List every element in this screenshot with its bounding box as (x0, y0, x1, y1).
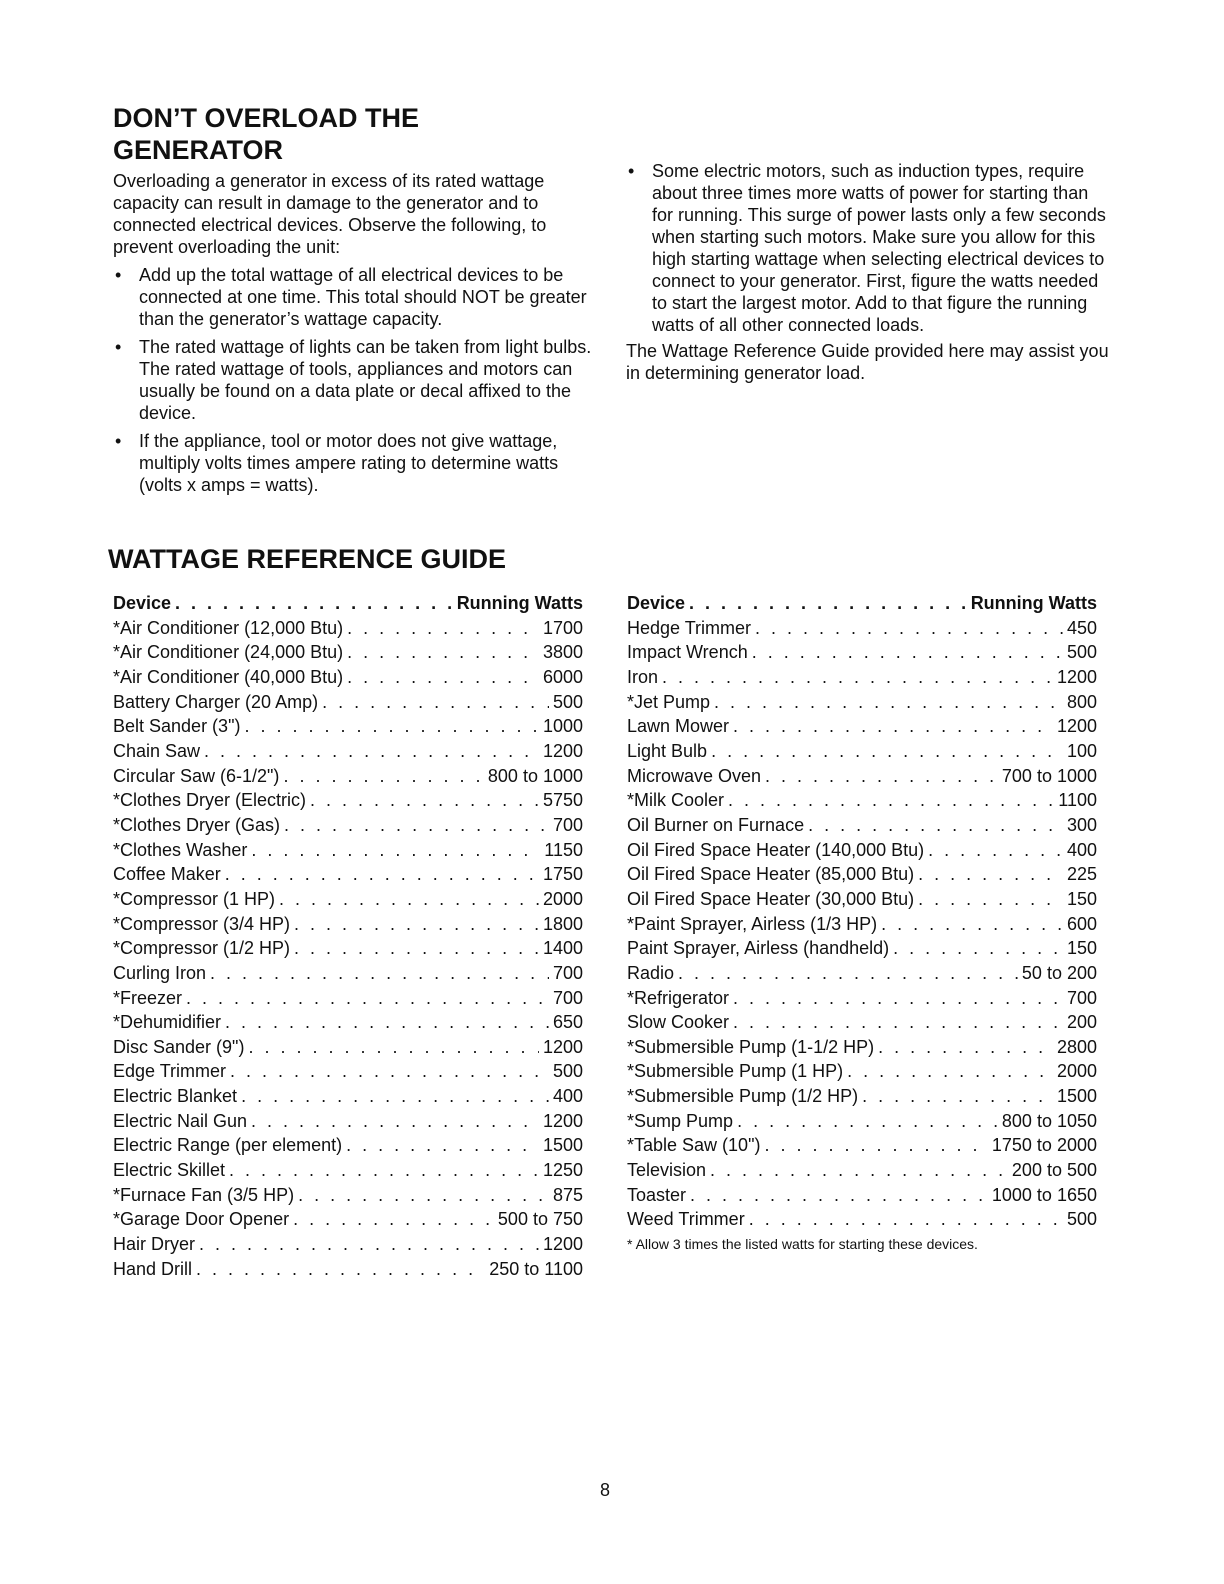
dot-leader (752, 640, 1063, 665)
device-name: Lawn Mower (627, 716, 730, 737)
intro-paragraph: Overloading a generator in excess of its rated wattage capacity can result in damage to the generator and to connected electrical devices. Observe the following, to prevent overloading the unit: (113, 171, 547, 257)
table-row (113, 1133, 583, 1158)
dot-leader (728, 788, 1054, 813)
table-row (627, 788, 1097, 813)
dot-leader (347, 665, 539, 690)
dot-leader (755, 616, 1063, 641)
dot-leader (294, 912, 539, 937)
running-watts: 700 (552, 962, 583, 983)
table-row (627, 862, 1097, 887)
running-watts: 700 (552, 987, 583, 1008)
running-watts: 1700 (542, 617, 583, 638)
title-line-1: DON’T OVERLOAD THE (113, 103, 420, 133)
device-name: *Air Conditioner (12,000 Btu) (113, 617, 344, 638)
dot-leader (298, 1183, 549, 1208)
running-watts: 1100 (1058, 790, 1097, 811)
device-name: Battery Charger (20 Amp) (113, 691, 319, 712)
dot-leader (678, 961, 1018, 986)
dot-leader (230, 1059, 549, 1084)
running-watts: 1500 (1056, 1086, 1097, 1107)
running-watts: 1200 (542, 1234, 583, 1255)
running-watts: 5750 (542, 790, 583, 811)
running-watts: 1800 (542, 913, 583, 934)
table-row (627, 714, 1097, 739)
bullet-text: Add up the total wattage of all electrical devices to be connected at one time. This total should NOT be greater than the generator’s wattage capacity. (139, 265, 587, 329)
running-watts: 800 to 1050 (1001, 1110, 1097, 1131)
device-name: *Submersible Pump (1-1/2 HP) (627, 1036, 875, 1057)
running-watts: 2000 (542, 888, 583, 909)
table-row (627, 961, 1097, 986)
running-watts: 450 (1066, 617, 1097, 638)
dot-leader (284, 813, 549, 838)
device-name: Paint Sprayer, Airless (handheld) (627, 938, 890, 959)
table-row (113, 665, 583, 690)
table-row (627, 813, 1097, 838)
device-name: *Clothes Dryer (Gas) (113, 814, 281, 835)
table-row (113, 1158, 583, 1183)
device-name: Oil Fired Space Heater (30,000 Btu) (627, 888, 915, 909)
left-text-column (113, 102, 593, 502)
dot-leader (711, 739, 1063, 764)
table-row (627, 640, 1097, 665)
dot-leader (881, 912, 1063, 937)
header-device: Device (627, 593, 686, 613)
running-watts: 700 (1066, 987, 1097, 1008)
running-watts: 500 to 750 (497, 1209, 583, 1230)
table-row (627, 1059, 1097, 1084)
table-row (627, 1109, 1097, 1134)
guide-title: WATTAGE REFERENCE GUIDE (108, 544, 507, 574)
table-row (113, 1059, 583, 1084)
dot-leader (244, 714, 539, 739)
table-row (627, 1133, 1097, 1158)
bullet-icon: • (628, 161, 635, 181)
table-row (113, 813, 583, 838)
table-header (627, 591, 1097, 616)
table-row (113, 986, 583, 1011)
table-row (113, 690, 583, 715)
running-watts: 800 to 1000 (487, 765, 583, 786)
dot-leader (251, 838, 540, 863)
bullet-icon: • (115, 431, 122, 451)
table-row (627, 1084, 1097, 1109)
running-watts: 500 (552, 691, 583, 712)
dot-leader (322, 690, 549, 715)
device-name: Curling Iron (113, 962, 207, 983)
device-name: *Refrigerator (627, 987, 730, 1008)
table-row (627, 1158, 1097, 1183)
device-name: Hand Drill (113, 1258, 193, 1279)
device-name: *Paint Sprayer, Airless (1/3 HP) (627, 913, 878, 934)
dot-leader (229, 1158, 539, 1183)
header-watts: Running Watts (970, 593, 1097, 613)
running-watts: 1200 (542, 1036, 583, 1057)
dot-leader (765, 764, 998, 789)
running-watts: 50 to 200 (1021, 962, 1097, 983)
bullet-list (113, 264, 593, 496)
dot-leader (347, 616, 539, 641)
running-watts: 500 (1066, 1209, 1097, 1230)
device-name: Oil Fired Space Heater (140,000 Btu) (627, 839, 925, 860)
dot-leader (690, 1183, 988, 1208)
footnote: * Allow 3 times the listed watts for starting these devices. (627, 1236, 978, 1253)
bullet-list (626, 160, 1114, 336)
dot-leader (204, 739, 539, 764)
dot-leader (196, 1257, 485, 1282)
header-device: Device (113, 593, 172, 613)
section-title (113, 102, 593, 166)
dot-leader (710, 1158, 1008, 1183)
dot-leader (928, 838, 1063, 863)
running-watts: 1200 (1056, 666, 1097, 687)
table-row (113, 1207, 583, 1232)
running-watts: 800 (1066, 691, 1097, 712)
running-watts: 100 (1066, 740, 1097, 761)
dot-leader (847, 1059, 1053, 1084)
running-watts: 225 (1066, 864, 1097, 885)
running-watts: 500 (552, 1061, 583, 1082)
page-number: 8 (600, 1480, 611, 1500)
dot-leader (346, 1133, 539, 1158)
device-name: Radio (627, 962, 675, 983)
device-name: Light Bulb (627, 740, 708, 761)
device-name: *Clothes Dryer (Electric) (113, 790, 307, 811)
device-name: Disc Sander (9") (113, 1036, 245, 1057)
running-watts: 250 to 1100 (489, 1258, 583, 1279)
device-name: *Milk Cooler (627, 790, 725, 811)
running-watts: 600 (1066, 913, 1097, 934)
device-name: Slow Cooker (627, 1012, 730, 1033)
table-row (113, 788, 583, 813)
dot-leader (310, 788, 539, 813)
dot-leader (279, 887, 539, 912)
device-name: Toaster (627, 1184, 687, 1205)
running-watts: 1000 (542, 716, 583, 737)
table-row (113, 764, 583, 789)
device-name: Microwave Oven (627, 765, 762, 786)
table-row (113, 1232, 583, 1257)
dot-leader (733, 986, 1063, 1011)
table-row (627, 887, 1097, 912)
table-row (113, 912, 583, 937)
bullet-item (113, 430, 593, 496)
device-name: *Air Conditioner (40,000 Btu) (113, 666, 344, 687)
dot-leader (283, 764, 483, 789)
dot-leader (764, 1133, 987, 1158)
dot-leader (225, 1010, 549, 1035)
closing-paragraph: The Wattage Reference Guide provided here may assist you in determining generator load. (626, 341, 1109, 383)
device-name: Electric Skillet (113, 1160, 226, 1181)
device-name: Edge Trimmer (113, 1061, 227, 1082)
dot-leader (862, 1084, 1053, 1109)
bullet-item (113, 336, 593, 424)
bullet-text: The rated wattage of lights can be taken from light bulbs. The rated wattage of tools, appliances and motors can usually be found on a data plate or decal affixed to the device. (139, 337, 592, 423)
device-name: Circular Saw (6-1/2") (113, 765, 280, 786)
table-row (113, 862, 583, 887)
table-row (627, 1183, 1097, 1208)
device-name: Belt Sander (3") (113, 716, 241, 737)
running-watts: 400 (552, 1086, 583, 1107)
table-row (113, 1109, 583, 1134)
table-row (113, 887, 583, 912)
device-name: Electric Nail Gun (113, 1110, 248, 1131)
device-name: *Dehumidifier (113, 1012, 222, 1033)
running-watts: 150 (1066, 938, 1097, 959)
dot-leader (347, 640, 539, 665)
running-watts: 2000 (1056, 1061, 1097, 1082)
device-name: *Air Conditioner (24,000 Btu) (113, 642, 344, 663)
table-row (627, 690, 1097, 715)
device-name: Coffee Maker (113, 864, 221, 885)
table-row (113, 1257, 583, 1282)
table-row (113, 961, 583, 986)
device-name: Iron (627, 666, 659, 687)
running-watts: 875 (552, 1184, 583, 1205)
wattage-table-left (113, 591, 583, 1281)
device-name: Weed Trimmer (627, 1209, 745, 1230)
dot-leader (733, 714, 1053, 739)
bullet-icon: • (115, 265, 122, 285)
header-watts: Running Watts (456, 593, 583, 613)
table-row (627, 764, 1097, 789)
table-row (113, 1183, 583, 1208)
dot-leader (662, 665, 1053, 690)
device-name: *Garage Door Opener (113, 1209, 290, 1230)
table-row (113, 739, 583, 764)
dot-leader (918, 887, 1063, 912)
device-name: *Submersible Pump (1/2 HP) (627, 1086, 859, 1107)
table-row (627, 1010, 1097, 1035)
running-watts: 1250 (542, 1160, 583, 1181)
table-row (113, 1035, 583, 1060)
dot-leader (294, 936, 539, 961)
running-watts: 400 (1066, 839, 1097, 860)
running-watts: 500 (1066, 642, 1097, 663)
dot-leader (878, 1035, 1053, 1060)
table-row (627, 912, 1097, 937)
bullet-item (626, 160, 1114, 336)
table-row (627, 986, 1097, 1011)
running-watts: 150 (1066, 888, 1097, 909)
dot-leader (893, 936, 1063, 961)
bullet-icon: • (115, 337, 122, 357)
device-name: Impact Wrench (627, 642, 748, 663)
running-watts: 200 to 500 (1011, 1160, 1097, 1181)
running-watts: 700 to 1000 (1001, 765, 1097, 786)
table-row (627, 665, 1097, 690)
title-line-2: GENERATOR (113, 135, 284, 165)
device-name: Hair Dryer (113, 1234, 196, 1255)
device-name: *Compressor (1/2 HP) (113, 938, 291, 959)
device-name: *Sump Pump (627, 1110, 734, 1131)
running-watts: 1000 to 1650 (991, 1184, 1097, 1205)
device-name: Electric Range (per element) (113, 1135, 343, 1156)
running-watts: 700 (552, 814, 583, 835)
running-watts: 2800 (1056, 1036, 1097, 1057)
table-row (113, 616, 583, 641)
dot-leader (225, 862, 539, 887)
dot-leader (737, 1109, 998, 1134)
running-watts: 1400 (542, 938, 583, 959)
device-name: *Jet Pump (627, 691, 711, 712)
running-watts: 6000 (542, 666, 583, 687)
device-name: Oil Burner on Furnace (627, 814, 805, 835)
running-watts: 1200 (1056, 716, 1097, 737)
device-name: *Compressor (1 HP) (113, 888, 276, 909)
dot-leader (733, 1010, 1063, 1035)
device-name: *Compressor (3/4 HP) (113, 913, 291, 934)
wattage-table-right (627, 591, 1097, 1254)
device-name: Chain Saw (113, 740, 201, 761)
table-row (113, 838, 583, 863)
running-watts: 1750 (542, 864, 583, 885)
running-watts: 1150 (544, 839, 583, 860)
device-name: Oil Fired Space Heater (85,000 Btu) (627, 864, 915, 885)
dot-leader (241, 1084, 549, 1109)
bullet-text: Some electric motors, such as induction types, require about three times more watts of power for starting than for running. This surge of power lasts only a few seconds when starting such motors. Make sure you allow for this high starting wattage when selecting electrical devices to connect to your generator. First, figure the watts needed to start the largest motor. Add to that figure the running watts of all other connected loads. (652, 161, 1106, 335)
table-row (113, 1084, 583, 1109)
table-header (113, 591, 583, 616)
device-name: *Clothes Washer (113, 839, 248, 860)
dot-leader (749, 1207, 1063, 1232)
device-name: *Submersible Pump (1 HP) (627, 1061, 844, 1082)
running-watts: 3800 (542, 642, 583, 663)
dot-leader (808, 813, 1063, 838)
dot-leader (251, 1109, 539, 1134)
dot-leader (714, 690, 1063, 715)
device-name: *Table Saw (10") (627, 1135, 761, 1156)
dot-leader (918, 862, 1063, 887)
device-name: *Freezer (113, 987, 183, 1008)
running-watts: 1200 (542, 1110, 583, 1131)
dot-leader (186, 986, 549, 1011)
device-name: *Furnace Fan (3/5 HP) (113, 1184, 295, 1205)
table-row (627, 1035, 1097, 1060)
dot-leader (199, 1232, 539, 1257)
table-row (113, 1010, 583, 1035)
table-row (113, 640, 583, 665)
running-watts: 1750 to 2000 (991, 1135, 1097, 1156)
table-row (627, 838, 1097, 863)
table-row (627, 616, 1097, 641)
running-watts: 650 (552, 1012, 583, 1033)
device-name: Hedge Trimmer (627, 617, 752, 638)
right-text-column (626, 154, 1114, 384)
dot-leader (210, 961, 549, 986)
running-watts: 200 (1066, 1012, 1097, 1033)
device-name: Electric Blanket (113, 1086, 238, 1107)
running-watts: 300 (1066, 814, 1097, 835)
table-row (627, 1207, 1097, 1232)
running-watts: 1200 (542, 740, 583, 761)
table-row (627, 739, 1097, 764)
dot-leader (175, 591, 453, 616)
device-name: Television (627, 1160, 707, 1181)
dot-leader (293, 1207, 494, 1232)
table-row (113, 936, 583, 961)
dot-leader (248, 1035, 539, 1060)
dot-leader (689, 591, 967, 616)
table-row (627, 936, 1097, 961)
table-row (113, 714, 583, 739)
running-watts: 1500 (542, 1135, 583, 1156)
bullet-text: If the appliance, tool or motor does not give wattage, multiply volts times ampere rating to determine watts (volts x amps = watts). (139, 431, 559, 495)
bullet-item (113, 264, 593, 330)
